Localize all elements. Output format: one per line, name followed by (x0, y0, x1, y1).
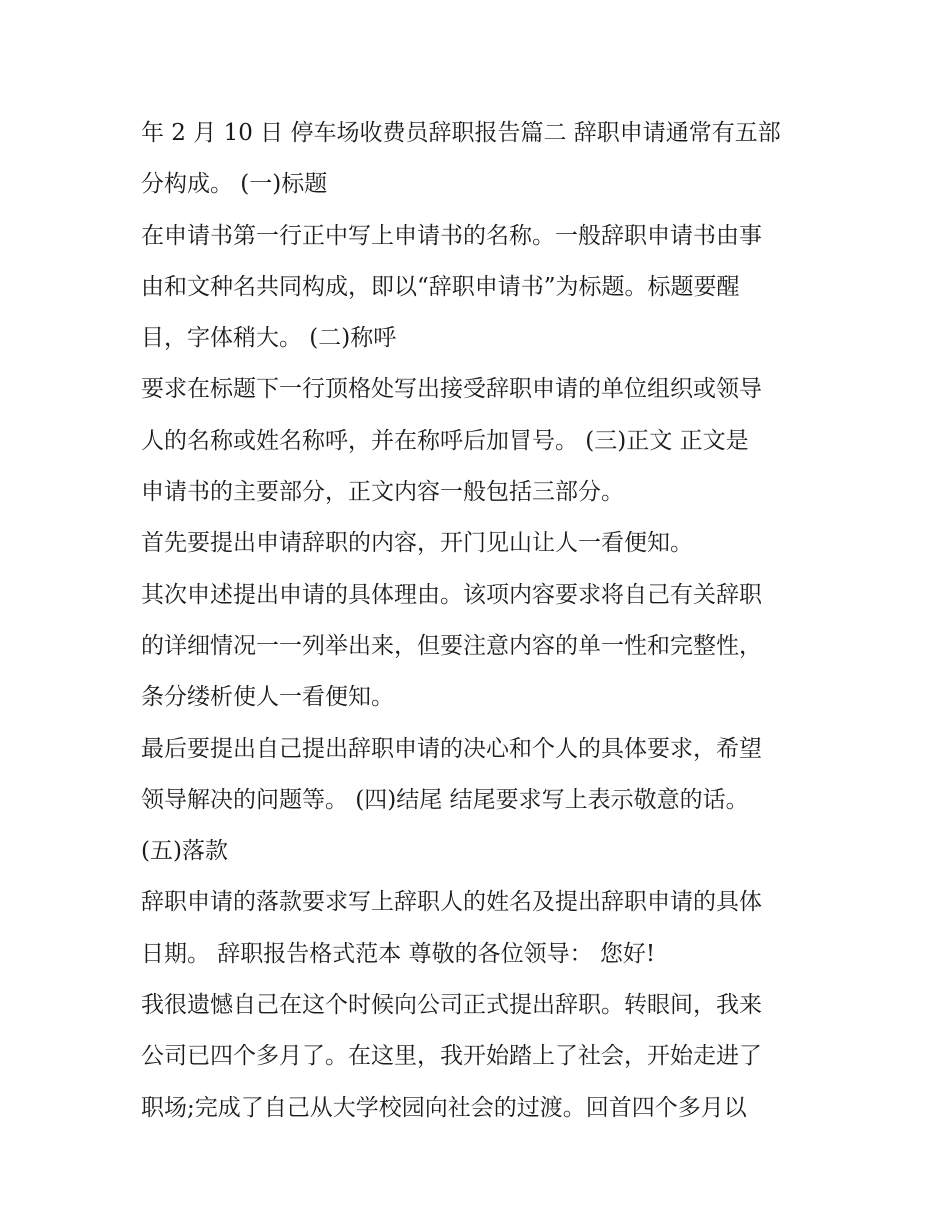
text-line: 人的名称或姓名称呼，并在称呼后加冒号。 (三)正文 正文是 (141, 427, 749, 454)
text-line: 职场;完成了自己从大学校园向社会的过渡。回首四个多月以 (141, 1094, 747, 1121)
text-line: 我很遗憾自己在这个时候向公司正式提出辞职。转眼间，我来 (141, 992, 762, 1019)
document-body (141, 108, 821, 1134)
text-line: 其次申述提出申请的具体理由。该项内容要求将自己有关辞职 (141, 581, 762, 608)
text-line: 年 2 月 10 日 停车场收费员辞职报告篇二 辞职申请通常有五部 (141, 120, 781, 146)
text-line: 辞职申请的落款要求写上辞职人的姓名及提出辞职申请的具体 (141, 889, 762, 916)
text-line: 由和文种名共同构成，即以“辞职申请书”为标题。标题要醒 (141, 273, 740, 300)
text-line: 申请书的主要部分，正文内容一般包括三部分。 (141, 479, 624, 506)
text-line: 在申请书第一行正中写上申请书的名称。一般辞职申请书由事 (141, 222, 762, 249)
text-line: 公司已四个多月了。在这里，我开始踏上了社会，开始走进了 (141, 1043, 762, 1070)
text-line: 目，字体稍大。 (二)称呼 (141, 325, 397, 352)
text-line: 要求在标题下一行顶格处写出接受辞职申请的单位组织或领导 (141, 376, 762, 403)
text-line: 的详细情况一一列举出来，但要注意内容的单一性和完整性， (141, 632, 762, 659)
text-line: 条分缕析使人一看便知。 (141, 684, 394, 711)
text-line: 分构成。 (一)标题 (141, 171, 328, 198)
text-line: 领导解决的问题等。 (四)结尾 结尾要求写上表示敬意的话。 (141, 786, 749, 813)
text-line: 日期。 辞职报告格式范本 尊敬的各位领导： 您好! (141, 940, 656, 967)
text-line: (五)落款 (141, 838, 228, 865)
text-line: 首先要提出申请辞职的内容，开门见山让人一看便知。 (141, 530, 693, 557)
text-line: 最后要提出自己提出辞职申请的决心和个人的具体要求，希望 (141, 735, 762, 762)
